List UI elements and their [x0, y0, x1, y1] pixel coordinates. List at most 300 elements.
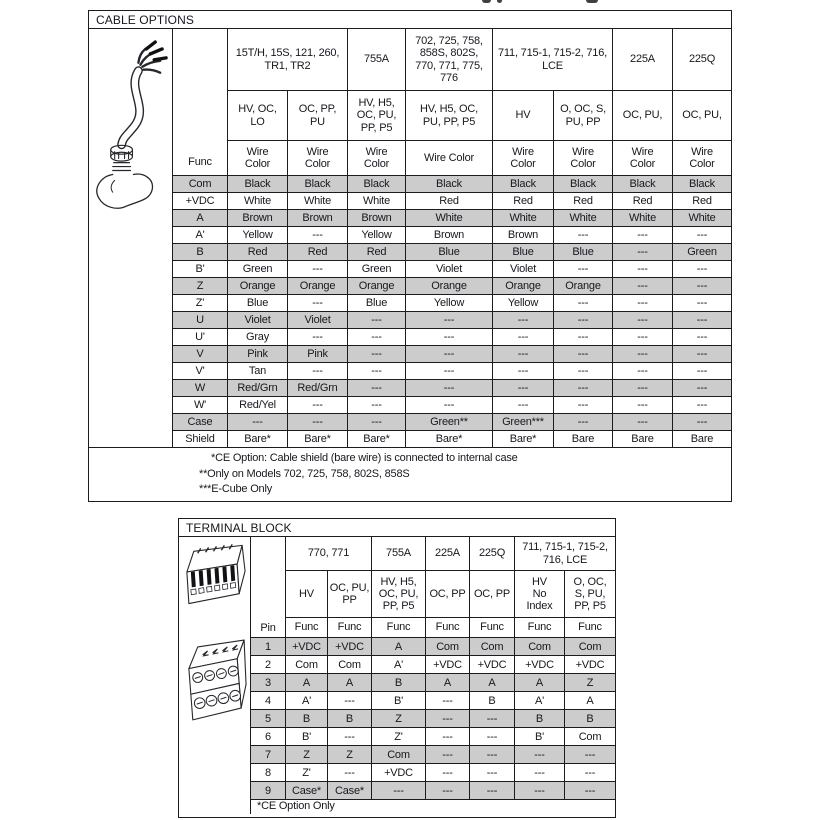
- wire-color-cell: ---: [493, 312, 554, 329]
- option-group-header: OC, PP, PU: [288, 91, 348, 141]
- cable-connector-icon: [89, 29, 172, 229]
- wire-color-cell: Bare*: [348, 431, 406, 448]
- wire-color-cell: Orange: [554, 278, 613, 295]
- wire-color-cell: ---: [673, 397, 731, 414]
- wire-color-cell: ---: [673, 227, 731, 244]
- cable-table-row: [173, 278, 731, 295]
- wire-color-cell: Orange: [406, 278, 493, 295]
- func-value-cell: +VDC: [470, 656, 515, 674]
- terminal-table-row: [251, 656, 615, 674]
- wire-color-cell: Orange: [288, 278, 348, 295]
- pin-cell: 4: [251, 692, 286, 710]
- option-group-header: OC, PU, PP: [328, 571, 372, 618]
- wire-color-header: Wire Color: [288, 141, 348, 176]
- wire-color-cell: Black: [228, 176, 288, 193]
- cable-table-row: [173, 414, 731, 431]
- wire-color-cell: ---: [406, 329, 493, 346]
- wire-color-cell: White: [406, 210, 493, 227]
- wire-color-cell: Blue: [406, 244, 493, 261]
- wire-color-cell: Black: [613, 176, 673, 193]
- func-value-cell: ---: [470, 764, 515, 782]
- wire-color-cell: Bare: [613, 431, 673, 448]
- wire-color-cell: ---: [406, 312, 493, 329]
- wire-color-cell: ---: [613, 363, 673, 380]
- wire-color-cell: Blue: [554, 244, 613, 261]
- func-cell: V: [173, 346, 228, 363]
- wire-color-cell: Violet: [493, 261, 554, 278]
- cable-table-row: [173, 363, 731, 380]
- pin-cell: 9: [251, 782, 286, 800]
- wire-color-cell: Bare: [673, 431, 731, 448]
- wire-color-cell: Green**: [406, 414, 493, 431]
- option-group-header: HV, H5, OC, PU, PP, P5: [372, 571, 426, 618]
- func-value-cell: A: [286, 674, 328, 692]
- func-cell: V': [173, 363, 228, 380]
- wire-color-cell: ---: [406, 346, 493, 363]
- wire-color-cell: Violet: [406, 261, 493, 278]
- func-value-cell: Z: [565, 674, 615, 692]
- wire-color-cell: ---: [493, 380, 554, 397]
- wire-color-cell: Yellow: [348, 227, 406, 244]
- wire-color-cell: White: [673, 210, 731, 227]
- func-value-cell: B: [372, 674, 426, 692]
- option-group-header: HV No Index: [515, 571, 565, 618]
- terminal-table-row: [251, 692, 615, 710]
- terminal-table-row: [251, 746, 615, 764]
- cropped-text-artifact: [482, 0, 491, 3]
- option-group-header: HV, H5, OC, PU, PP, P5: [348, 91, 406, 141]
- func-header: Func: [565, 618, 615, 638]
- wire-color-cell: Bare: [554, 431, 613, 448]
- wire-color-cell: White: [228, 193, 288, 210]
- model-group-header: 225Q: [470, 537, 515, 571]
- wire-color-cell: Red: [554, 193, 613, 210]
- model-group-header: 770, 771: [286, 537, 372, 571]
- wire-color-cell: ---: [554, 261, 613, 278]
- wire-color-cell: ---: [613, 329, 673, 346]
- option-group-header: OC, PP: [470, 571, 515, 618]
- func-cell: Case: [173, 414, 228, 431]
- wire-color-cell: Red/Yel: [228, 397, 288, 414]
- func-value-cell: Case*: [328, 782, 372, 800]
- wire-color-cell: Bare*: [493, 431, 554, 448]
- wire-color-cell: ---: [348, 380, 406, 397]
- wire-color-cell: Green: [348, 261, 406, 278]
- wire-color-header: Wire Color: [493, 141, 554, 176]
- func-header: Func: [470, 618, 515, 638]
- footnote-line: *CE Option: Cable shield (bare wire) is connected to internal case: [211, 452, 518, 464]
- func-value-cell: ---: [426, 710, 470, 728]
- cable-options-table: [88, 10, 732, 502]
- func-value-cell: ---: [565, 746, 615, 764]
- wire-color-cell: ---: [613, 261, 673, 278]
- cable-table-row: [173, 346, 731, 363]
- wire-color-cell: Blue: [228, 295, 288, 312]
- wire-color-cell: ---: [554, 380, 613, 397]
- option-group-header: HV, OC, LO: [228, 91, 288, 141]
- wire-color-cell: ---: [406, 397, 493, 414]
- func-value-cell: Case*: [286, 782, 328, 800]
- terminal-block-icon: [179, 537, 250, 747]
- wire-color-cell: ---: [613, 414, 673, 431]
- wire-color-cell: Black: [554, 176, 613, 193]
- wire-color-cell: Violet: [228, 312, 288, 329]
- terminal-rows: [251, 638, 615, 800]
- wire-color-cell: ---: [554, 329, 613, 346]
- func-value-cell: Z: [286, 746, 328, 764]
- func-value-cell: ---: [328, 728, 372, 746]
- terminal-table-row: [251, 764, 615, 782]
- wire-color-cell: White: [493, 210, 554, 227]
- wire-color-cell: Red: [348, 244, 406, 261]
- wire-color-cell: ---: [406, 363, 493, 380]
- wire-color-cell: Gray: [228, 329, 288, 346]
- func-value-cell: Z': [286, 764, 328, 782]
- terminal-block-title: TERMINAL BLOCK: [179, 519, 615, 537]
- wire-color-cell: Red: [288, 244, 348, 261]
- func-value-cell: ---: [515, 782, 565, 800]
- func-value-cell: B: [565, 710, 615, 728]
- wire-color-cell: Red: [613, 193, 673, 210]
- wire-color-cell: ---: [288, 227, 348, 244]
- option-group-header: OC, PU,: [613, 91, 673, 141]
- wire-color-header: Wire Color: [228, 141, 288, 176]
- wire-color-cell: Black: [348, 176, 406, 193]
- func-cell: Z: [173, 278, 228, 295]
- wire-color-cell: ---: [613, 312, 673, 329]
- wire-color-cell: ---: [613, 397, 673, 414]
- terminal-footnote: *CE Option Only: [257, 800, 335, 813]
- wire-color-header: Wire Color: [613, 141, 673, 176]
- wire-color-cell: Red: [228, 244, 288, 261]
- wire-color-cell: Black: [493, 176, 554, 193]
- func-value-cell: A: [328, 674, 372, 692]
- func-value-cell: ---: [426, 692, 470, 710]
- wire-color-cell: ---: [554, 397, 613, 414]
- wire-color-cell: Violet: [288, 312, 348, 329]
- wire-color-header: Wire Color: [348, 141, 406, 176]
- wire-color-cell: ---: [348, 312, 406, 329]
- terminal-table-row: [251, 782, 615, 800]
- wire-color-cell: ---: [554, 363, 613, 380]
- cable-table-row: [173, 261, 731, 278]
- cable-table-row: [173, 329, 731, 346]
- pin-cell: 3: [251, 674, 286, 692]
- wire-color-cell: Orange: [493, 278, 554, 295]
- cable-illustration-cell: [89, 29, 173, 448]
- cable-table-row: [173, 295, 731, 312]
- wire-color-cell: ---: [348, 363, 406, 380]
- func-value-cell: ---: [426, 728, 470, 746]
- cropped-text-artifact: [497, 0, 502, 3]
- cable-table-row: [173, 210, 731, 227]
- pin-cell: 8: [251, 764, 286, 782]
- func-cell: W': [173, 397, 228, 414]
- cable-rows: [173, 176, 731, 448]
- wire-color-cell: Black: [288, 176, 348, 193]
- cable-table-row: [173, 176, 731, 193]
- wire-color-cell: Red: [673, 193, 731, 210]
- wire-color-cell: ---: [554, 346, 613, 363]
- func-value-cell: B: [286, 710, 328, 728]
- wire-color-cell: ---: [348, 329, 406, 346]
- func-value-cell: ---: [426, 746, 470, 764]
- func-value-cell: +VDC: [328, 638, 372, 656]
- wire-color-cell: Blue: [493, 244, 554, 261]
- cable-table-row: [173, 397, 731, 414]
- func-value-cell: +VDC: [565, 656, 615, 674]
- option-group-header: OC, PU,: [673, 91, 731, 141]
- wire-color-cell: ---: [406, 380, 493, 397]
- func-value-cell: ---: [328, 764, 372, 782]
- wire-color-cell: ---: [288, 414, 348, 431]
- func-value-cell: ---: [328, 692, 372, 710]
- wire-color-cell: Yellow: [493, 295, 554, 312]
- model-group-header: 711, 715-1, 715-2, 716, LCE: [515, 537, 615, 571]
- func-value-cell: +VDC: [426, 656, 470, 674]
- wire-color-cell: White: [348, 193, 406, 210]
- wire-color-cell: White: [613, 210, 673, 227]
- wire-color-cell: ---: [673, 346, 731, 363]
- func-value-cell: ---: [470, 782, 515, 800]
- wire-color-cell: ---: [613, 227, 673, 244]
- pin-cell: 5: [251, 710, 286, 728]
- wire-color-cell: ---: [288, 329, 348, 346]
- wire-color-cell: Green: [673, 244, 731, 261]
- wire-color-cell: Red/Grn: [228, 380, 288, 397]
- cable-table-row: [173, 227, 731, 244]
- wire-color-cell: ---: [673, 414, 731, 431]
- footnote-line: ***E-Cube Only: [199, 483, 273, 495]
- func-value-cell: B': [286, 728, 328, 746]
- wire-color-cell: Green: [228, 261, 288, 278]
- wire-color-cell: Green***: [493, 414, 554, 431]
- pin-column-header: Pin: [251, 537, 286, 638]
- func-value-cell: A: [372, 638, 426, 656]
- wire-color-cell: Bare*: [406, 431, 493, 448]
- wire-color-cell: Red: [493, 193, 554, 210]
- func-value-cell: Com: [372, 746, 426, 764]
- wire-color-cell: ---: [348, 397, 406, 414]
- wire-color-cell: ---: [673, 295, 731, 312]
- wire-color-cell: ---: [613, 380, 673, 397]
- terminal-table-row: [251, 728, 615, 746]
- cable-table-row: [173, 312, 731, 329]
- func-value-cell: A: [565, 692, 615, 710]
- func-value-cell: ---: [515, 746, 565, 764]
- wire-color-cell: Yellow: [228, 227, 288, 244]
- func-value-cell: ---: [470, 746, 515, 764]
- wire-color-cell: ---: [288, 363, 348, 380]
- option-group-header: HV, H5, OC, PU, PP, P5: [406, 91, 493, 141]
- func-value-cell: A: [426, 674, 470, 692]
- model-group-header: 755A: [372, 537, 426, 571]
- wire-color-cell: Brown: [406, 227, 493, 244]
- func-value-cell: B: [328, 710, 372, 728]
- func-value-cell: Z: [328, 746, 372, 764]
- pin-cell: 7: [251, 746, 286, 764]
- func-value-cell: ---: [515, 764, 565, 782]
- wire-color-cell: ---: [554, 295, 613, 312]
- wire-color-cell: Pink: [228, 346, 288, 363]
- wire-color-cell: White: [554, 210, 613, 227]
- wire-color-cell: ---: [348, 414, 406, 431]
- wire-color-cell: Red/Grn: [288, 380, 348, 397]
- wire-color-cell: ---: [673, 278, 731, 295]
- wire-color-cell: ---: [673, 261, 731, 278]
- wire-color-header: Wire Color: [554, 141, 613, 176]
- wire-color-header: Wire Color: [673, 141, 731, 176]
- func-cell: B': [173, 261, 228, 278]
- func-value-cell: Com: [328, 656, 372, 674]
- model-group-header: 15T/H, 15S, 121, 260, TR1, TR2: [228, 29, 348, 91]
- pin-cell: 6: [251, 728, 286, 746]
- func-cell: B: [173, 244, 228, 261]
- model-group-header: 711, 715-1, 715-2, 716, LCE: [493, 29, 613, 91]
- func-value-cell: ---: [470, 710, 515, 728]
- func-value-cell: ---: [565, 764, 615, 782]
- func-value-cell: A: [515, 674, 565, 692]
- wire-color-cell: ---: [613, 295, 673, 312]
- wire-color-cell: Blue: [348, 295, 406, 312]
- wire-color-cell: ---: [493, 363, 554, 380]
- wire-color-cell: ---: [348, 346, 406, 363]
- wire-color-cell: ---: [613, 278, 673, 295]
- model-group-header: 225A: [613, 29, 673, 91]
- wire-color-cell: Black: [673, 176, 731, 193]
- func-header: Func: [515, 618, 565, 638]
- func-value-cell: +VDC: [515, 656, 565, 674]
- terminal-table-row: [251, 710, 615, 728]
- func-value-cell: Com: [286, 656, 328, 674]
- footnote-line: **Only on Models 702, 725, 758, 802S, 858S: [199, 467, 410, 480]
- wire-color-header: Wire Color: [406, 141, 493, 176]
- cable-table-row: [173, 380, 731, 397]
- wire-color-cell: Black: [406, 176, 493, 193]
- func-value-cell: Com: [565, 728, 615, 746]
- wire-color-cell: Red: [406, 193, 493, 210]
- func-value-cell: ---: [565, 782, 615, 800]
- terminal-table-row: [251, 638, 615, 656]
- func-value-cell: Com: [565, 638, 615, 656]
- wire-color-cell: Bare*: [288, 431, 348, 448]
- wire-color-cell: ---: [288, 261, 348, 278]
- wire-color-cell: Brown: [348, 210, 406, 227]
- func-value-cell: Z': [372, 728, 426, 746]
- func-column-header: Func: [173, 29, 228, 176]
- wire-color-cell: ---: [493, 329, 554, 346]
- func-value-cell: Com: [470, 638, 515, 656]
- func-value-cell: B: [470, 692, 515, 710]
- terminal-table-row: [251, 674, 615, 692]
- cable-table-row: [173, 193, 731, 210]
- func-value-cell: ---: [426, 764, 470, 782]
- wire-color-cell: ---: [554, 414, 613, 431]
- func-cell: U: [173, 312, 228, 329]
- func-value-cell: B': [372, 692, 426, 710]
- func-cell: Shield: [173, 431, 228, 448]
- wire-color-cell: Brown: [288, 210, 348, 227]
- wire-color-cell: ---: [673, 380, 731, 397]
- wire-color-cell: Orange: [348, 278, 406, 295]
- wire-color-cell: ---: [288, 295, 348, 312]
- pin-cell: 1: [251, 638, 286, 656]
- func-header: Func: [426, 618, 470, 638]
- wire-color-cell: ---: [673, 329, 731, 346]
- wire-color-cell: Tan: [228, 363, 288, 380]
- cable-options-title: CABLE OPTIONS: [89, 11, 731, 29]
- wire-color-cell: ---: [493, 346, 554, 363]
- func-cell: A: [173, 210, 228, 227]
- wire-color-cell: ---: [613, 244, 673, 261]
- option-group-header: HV: [493, 91, 554, 141]
- func-value-cell: Z: [372, 710, 426, 728]
- func-value-cell: Com: [515, 638, 565, 656]
- func-header: Func: [328, 618, 372, 638]
- model-group-header: 755A: [348, 29, 406, 91]
- wire-color-cell: Orange: [228, 278, 288, 295]
- cable-footnotes: [89, 448, 731, 498]
- cable-table-row: [173, 431, 731, 448]
- terminal-illustration-cell: [179, 537, 251, 814]
- wire-color-cell: ---: [673, 312, 731, 329]
- wire-color-cell: ---: [613, 346, 673, 363]
- model-group-header: 225Q: [673, 29, 731, 91]
- cable-table-row: [173, 244, 731, 261]
- func-value-cell: A': [515, 692, 565, 710]
- func-value-cell: B: [515, 710, 565, 728]
- wire-color-cell: Brown: [228, 210, 288, 227]
- func-cell: U': [173, 329, 228, 346]
- pin-cell: 2: [251, 656, 286, 674]
- wire-color-cell: Pink: [288, 346, 348, 363]
- func-cell: A': [173, 227, 228, 244]
- func-value-cell: B': [515, 728, 565, 746]
- func-value-cell: A: [470, 674, 515, 692]
- option-group-header: HV: [286, 571, 328, 618]
- wire-color-cell: ---: [228, 414, 288, 431]
- terminal-block-table: [178, 518, 616, 818]
- option-group-header: O, OC, S, PU, PP: [554, 91, 613, 141]
- wire-color-cell: Bare*: [228, 431, 288, 448]
- func-header: Func: [286, 618, 328, 638]
- func-cell: Z': [173, 295, 228, 312]
- wire-color-cell: Yellow: [406, 295, 493, 312]
- func-value-cell: ---: [426, 782, 470, 800]
- model-group-header: 225A: [426, 537, 470, 571]
- func-value-cell: +VDC: [372, 764, 426, 782]
- option-group-header: OC, PP: [426, 571, 470, 618]
- func-cell: +VDC: [173, 193, 228, 210]
- wire-color-cell: ---: [493, 397, 554, 414]
- model-group-header: 702, 725, 758, 858S, 802S, 770, 771, 775, 776: [406, 29, 493, 91]
- func-cell: W: [173, 380, 228, 397]
- wire-color-cell: Brown: [493, 227, 554, 244]
- func-value-cell: Com: [426, 638, 470, 656]
- wire-color-cell: White: [288, 193, 348, 210]
- option-group-header: O, OC, S, PU, PP, P5: [565, 571, 615, 618]
- func-header: Func: [372, 618, 426, 638]
- func-value-cell: ---: [372, 782, 426, 800]
- wire-color-cell: ---: [554, 227, 613, 244]
- wire-color-cell: ---: [673, 363, 731, 380]
- wire-color-cell: ---: [554, 312, 613, 329]
- func-value-cell: ---: [470, 728, 515, 746]
- func-cell: Com: [173, 176, 228, 193]
- cropped-text-artifact: [586, 0, 598, 3]
- wire-color-cell: ---: [288, 397, 348, 414]
- func-value-cell: A': [372, 656, 426, 674]
